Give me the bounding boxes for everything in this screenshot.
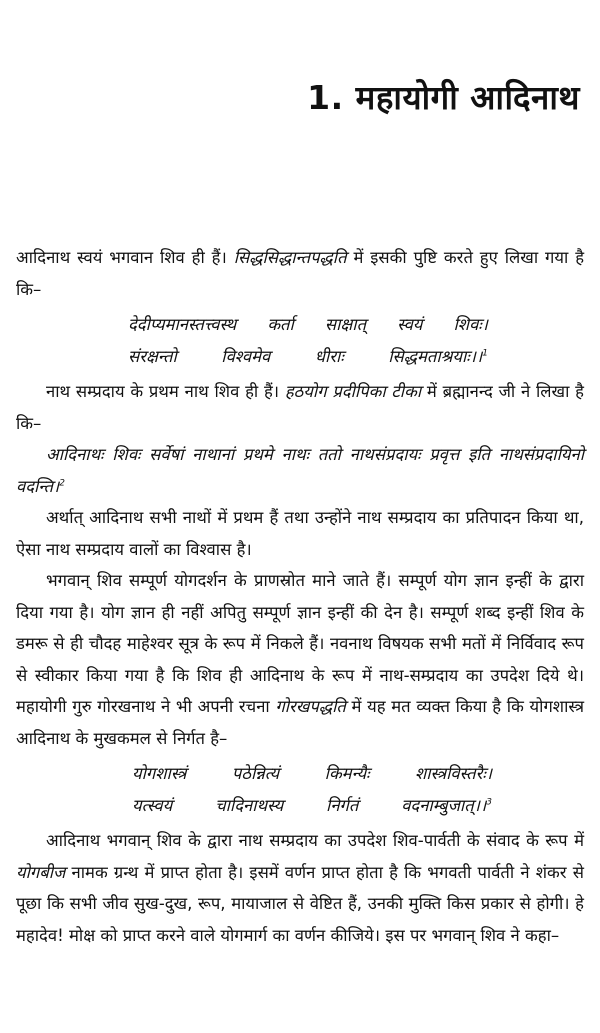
- paragraph-1: [16, 242, 584, 305]
- footnote-marker-1: 1: [482, 347, 488, 358]
- verse-word: कर्ता: [267, 315, 294, 334]
- paragraph-1-lead: आदिनाथ स्वयं भगवान शिव ही हैं।: [16, 248, 234, 267]
- verse-1-line-2: [128, 341, 488, 373]
- paragraph-4-lead: भगवान् शिव सम्पूर्ण योगदर्शन के प्राणस्रोत माने जाते हैं। सम्पूर्ण योग ज्ञान इन्हीं के द्वारा दिया गया है। योग ज्ञान ही नहीं अपितु सम्पूर्ण ज्ञान इन्हीं की देन है। सम्पूर्ण शब्द इन्हीं शिव के डमरू से ही चौदह माहेश्वर सूत्र के रूप में निकले हैं। नवनाथ विषयक सभी मतों में निर्विवाद रूप से स्वीकार किया गया है कि शिव ही आदिनाथ के रूप में नाथ-सम्प्रदाय का उपदेश दिये थे। महायोगी गुरु गोरखनाथ ने भी अपनी रचना: [16, 571, 584, 716]
- paragraph-3: अर्थात् आदिनाथ सभी नाथों में प्रथम हैं तथा उन्होंने नाथ सम्प्रदाय का प्रतिपादन किया था, ऐसा नाथ सम्प्रदाय वालों का विश्वास है।: [16, 508, 584, 559]
- paragraph-5-lead: आदिनाथ भगवान् शिव के द्वारा नाथ सम्प्रदाय का उपदेश शिव-पार्वती के संवाद के रूप में: [46, 831, 584, 850]
- verse-word: पठेन्नित्यं: [231, 764, 280, 783]
- paragraph-2-lead: नाथ सम्प्रदाय के प्रथम नाथ शिव ही हैं।: [46, 382, 285, 401]
- paragraph-2-rest: में ब्रह्मानन्द जी ने लिखा है कि–: [16, 382, 584, 433]
- verse-word: देदीप्यमानस्तत्त्वस्थ: [128, 315, 237, 334]
- paragraph-5-rest: नामक ग्रन्थ में प्राप्त होता है। इसमें वर्णन प्राप्त होता है कि भगवती पार्वती ने शंकर से पूछा कि सभी जीव सुख-दुख, रूप, मायाजाल से वेष्टित हैं, उनकी मुक्ति किस प्रकार से होगी। हे महादेव! मोक्ष को प्राप्त करने वाले योगमार्ग का वर्णन कीजिये। इस पर भगवान् शिव ने कहा–: [16, 862, 584, 945]
- verse-word: योगशास्त्रं: [132, 764, 187, 783]
- sanskrit-quote-2: [16, 439, 584, 502]
- chapter-title: 1. महायोगी आदिनाथ: [307, 78, 580, 118]
- verse-word: वदनाम्बुजात्।।: [401, 795, 487, 815]
- verse-word-last: [388, 341, 488, 373]
- verse-word: यत्स्वयं: [132, 795, 173, 815]
- verse-word: शिवः।: [453, 315, 488, 334]
- verse-word: विश्वमेव: [221, 346, 271, 366]
- verse-word: शास्त्रविस्तरैः।: [414, 764, 492, 783]
- sanskrit-quote-2-text: आदिनाथः शिवः सर्वेषां नाथानां प्रथमे नाथः ततो नाथसंप्रदायः प्रवृत्त इति नाथसंप्रदायिनो वदन्ति।: [16, 445, 584, 496]
- verse-word: निर्गतं: [326, 795, 359, 815]
- verse-2: [132, 758, 492, 821]
- verse-1-line-1: [128, 309, 488, 341]
- verse-word: संरक्षन्तो: [128, 346, 177, 366]
- paragraph-4-rest: में यह मत व्यक्त किया है कि योगशास्त्र आदिनाथ के मुखकमल से निर्गत है–: [16, 697, 584, 748]
- verse-word: धीराः: [314, 346, 344, 366]
- verse-word: स्वयं: [397, 315, 423, 334]
- verse-word-last: [401, 790, 492, 822]
- chapter-body: [16, 242, 584, 951]
- footnote-marker-3: 3: [486, 796, 492, 807]
- verse-2-line-1: [132, 758, 492, 790]
- work-title-yogabija: योगबीज: [16, 862, 66, 882]
- verse-word: चादिनाथस्य: [215, 795, 284, 815]
- verse-word: सिद्धमताश्रयाः।।: [388, 346, 483, 366]
- footnote-marker-2: 2: [59, 477, 65, 488]
- work-title-hathayoga-pradipika-tika: हठयोग प्रदीपिका टीका: [284, 382, 422, 401]
- paragraph-2: [16, 376, 584, 439]
- work-title-siddha-siddhanta-paddhati: सिद्धसिद्धान्तपद्धति: [233, 248, 347, 267]
- verse-word: साक्षात्: [324, 315, 367, 334]
- verse-1: [128, 309, 488, 372]
- paragraph-5: [16, 825, 584, 951]
- paragraph-1-rest: में इसकी पुष्टि करते हुए लिखा गया है कि–: [16, 248, 585, 299]
- work-title-gorakh-paddhati: गोरखपद्धति: [275, 697, 346, 716]
- verse-2-line-2: [132, 790, 492, 822]
- paragraph-4: [16, 565, 584, 754]
- verse-word: किमन्यैः: [324, 764, 370, 783]
